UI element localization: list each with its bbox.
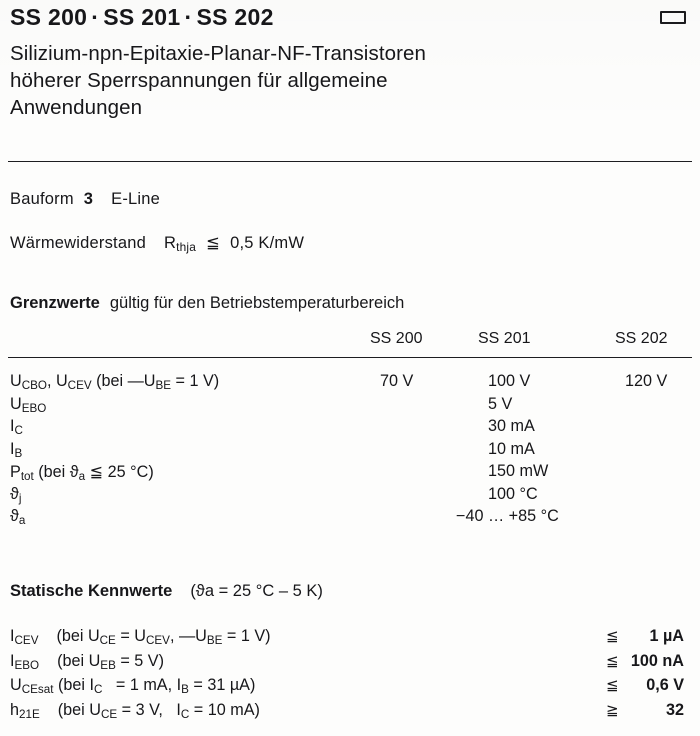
limits-table-divider (8, 357, 692, 358)
table-row (10, 372, 692, 394)
limit-value-common: 100 °C (488, 484, 538, 503)
table-row (10, 701, 692, 725)
limit-parameter-label: $P_{tot}$ (bei $ϑ_a$ ≦ 25 °C) (10, 463, 154, 483)
limits-heading (10, 294, 404, 313)
subtitle (10, 40, 670, 121)
limit-parameter-label: $ϑ_a$ (10, 507, 26, 527)
subtitle-line-1: Silizium-npn-Epitaxie-Planar-NF-Transistoren (10, 42, 427, 65)
static-relation-symbol: ≧ (606, 701, 619, 719)
table-row (10, 462, 692, 484)
type-ss202: SS 202 (196, 4, 274, 30)
static-parameter-value: 100 nA (630, 651, 684, 670)
header-divider (8, 161, 692, 162)
header-row (10, 4, 690, 31)
thermal-relation: ≦ (206, 234, 221, 252)
column-header-ss202: SS 202 (615, 330, 668, 347)
limit-value-common: 10 mA (488, 439, 535, 458)
static-relation-symbol: ≦ (606, 652, 619, 670)
subtitle-line-3: Anwendungen (10, 96, 143, 119)
bauform-label: Bauform (10, 190, 74, 208)
table-row (10, 676, 692, 700)
limit-parameter-label: $I_C$ (10, 417, 23, 437)
table-row (10, 485, 692, 507)
bauform-value: 3 (83, 190, 94, 208)
static-heading-condition: (ϑa = 25 °C – 5 K) (190, 582, 323, 600)
static-heading (10, 582, 323, 601)
limit-parameter-label: $U_{EBO}$ (10, 394, 47, 415)
limit-value-common: 30 mA (488, 417, 535, 435)
column-header-ss200: SS 200 (370, 330, 423, 347)
table-row (10, 652, 692, 676)
table-row (10, 417, 692, 439)
column-header-ss201: SS 201 (478, 330, 531, 347)
static-heading-bold: Statische Kennwerte (10, 582, 173, 600)
bauform-line (10, 190, 160, 209)
limit-value-common: −40 … +85 °C (456, 507, 559, 525)
table-row (10, 507, 692, 529)
thermal-value: 0,5 K/mW (230, 234, 305, 252)
rectangle-package-icon (660, 11, 686, 24)
thermal-symbol-subscript: thja (176, 240, 197, 254)
subtitle-line-2: höherer Sperrspannungen für allgemeine (10, 69, 388, 92)
limit-parameter-label: $I_B$ (10, 439, 23, 460)
limit-parameter-label: $ϑ_j$ (10, 484, 22, 505)
static-parameter-label: $h_{21E}$ (bei $U_{CE} = 3$ V, $I_C = 10$ mA) (10, 700, 260, 721)
static-parameter-label: $U_{CEsat}$ (bei $I_C = 1$ mA, $I_B = 31$ µA) (10, 676, 256, 696)
thermal-label: Wärmewiderstand (10, 234, 146, 252)
static-parameter-label: $I_{EBO}$ (bei $U_{EB} = 5$ V) (10, 651, 164, 672)
title-separator-1: · (91, 4, 100, 30)
page-title (10, 4, 274, 31)
static-parameter-label: $I_{CEV}$ (bei $U_{CE} = U_{CEV}$, $—U_{BE} = 1$ V) (10, 627, 271, 647)
thermal-symbol: R (163, 234, 177, 252)
limit-value-common: 150 mW (488, 462, 549, 480)
limit-value-ss200: 70 V (380, 372, 414, 390)
limits-heading-bold: Grenzwerte (10, 294, 100, 312)
type-ss200: SS 200 (10, 4, 88, 30)
type-ss201: SS 201 (103, 4, 181, 30)
table-row (10, 395, 692, 417)
limits-heading-rest: gültig für den Betriebstemperaturbereich (109, 294, 405, 312)
limit-value-ss201: 100 V (488, 372, 531, 390)
bauform-note: E-Line (111, 190, 161, 208)
limit-value-ss202: 120 V (625, 372, 668, 390)
table-row (10, 440, 692, 462)
table-row (10, 627, 692, 651)
title-separator-2: · (184, 4, 193, 30)
limit-value-common: 5 V (488, 394, 513, 413)
limit-parameter-label: $U_{CBO}$, $U_{CEV}$ (bei $—U_{BE} = 1$ V) (10, 372, 220, 392)
static-relation-symbol: ≦ (606, 677, 619, 694)
static-relation-symbol: ≦ (606, 628, 619, 645)
static-parameter-value: 1 µA (649, 627, 684, 645)
static-parameter-value: 32 (665, 700, 684, 719)
static-parameter-value: 0,6 V (646, 676, 684, 694)
thermal-resistance-line (10, 233, 304, 253)
